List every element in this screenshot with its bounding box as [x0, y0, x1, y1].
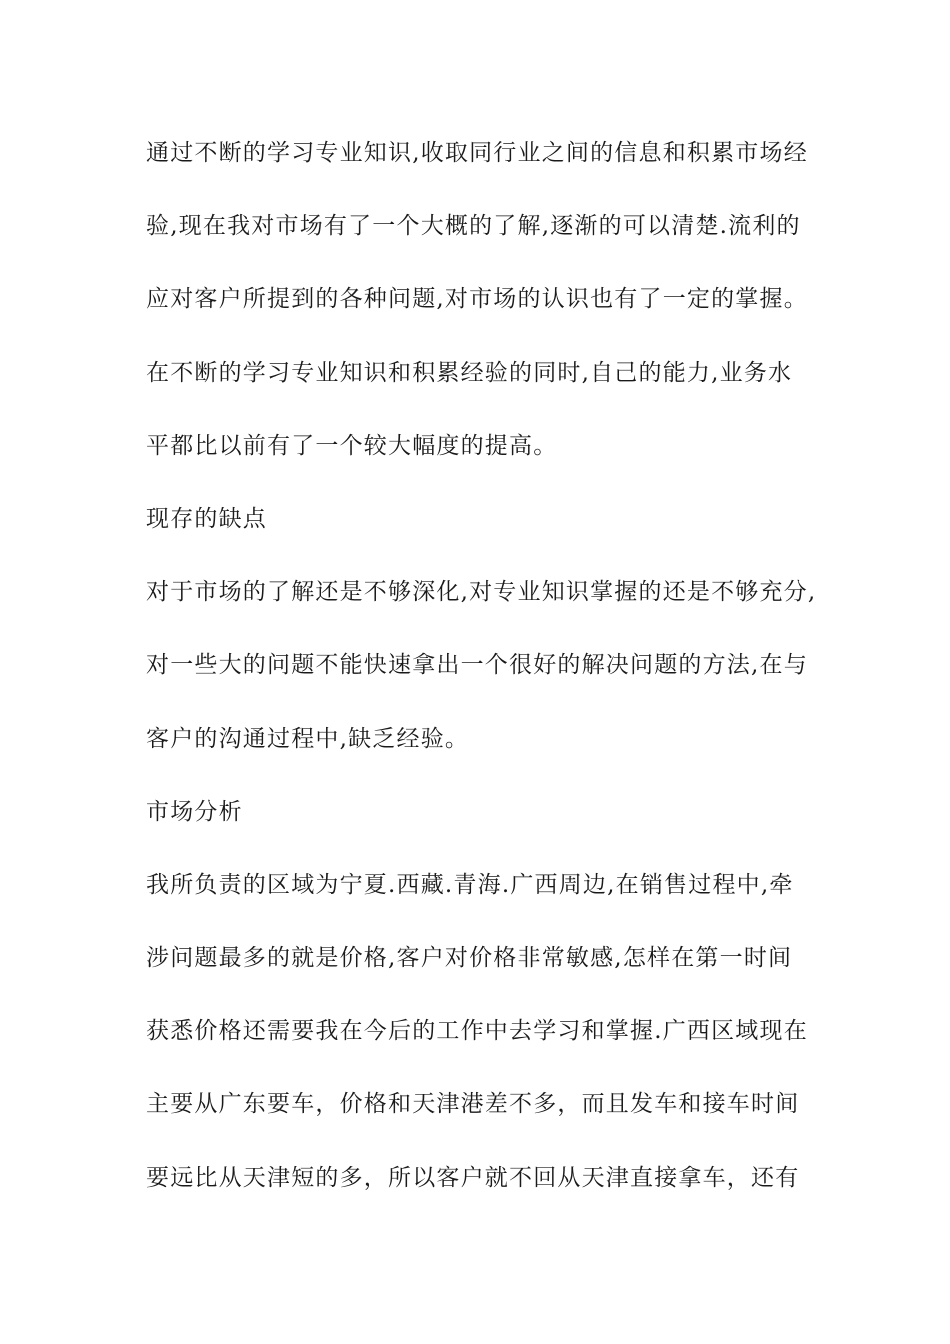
paragraph-line: 在不断的学习专业知识和积累经验的同时,自己的能力,业务水: [146, 359, 793, 386]
paragraph-line: 验,现在我对市场有了一个大概的了解,逐渐的可以清楚.流利的: [146, 213, 801, 240]
paragraph-line: 平都比以前有了一个较大幅度的提高。: [146, 432, 558, 459]
paragraph-line: 主要从广东要车，价格和天津港差不多，而且发车和接车时间: [146, 1091, 800, 1118]
section-heading-market-analysis: 市场分析: [146, 798, 243, 825]
document-body: [146, 128, 817, 1226]
paragraph-line: 涉问题最多的就是价格,客户对价格非常敏感,怎样在第一时间: [146, 945, 793, 972]
paragraph-line: 客户的沟通过程中,缺乏经验。: [146, 725, 470, 752]
paragraph-line: 要远比从天津短的多，所以客户就不回从天津直接拿车，还有: [146, 1164, 800, 1191]
paragraph-line: 应对客户所提到的各种问题,对市场的认识也有了一定的掌握。: [146, 286, 808, 313]
paragraph-line: 对于市场的了解还是不够深化,对专业知识掌握的还是不够充分,: [146, 579, 817, 606]
paragraph-line: 我所负责的区域为宁夏.西藏.青海.广西周边,在销售过程中,牵: [146, 871, 794, 898]
section-heading-weaknesses: 现存的缺点: [146, 505, 267, 532]
paragraph-line: 通过不断的学习专业知识,收取同行业之间的信息和积累市场经: [146, 140, 808, 166]
paragraph-line: 对一些大的问题不能快速拿出一个很好的解决问题的方法,在与: [146, 652, 808, 679]
paragraph-line: 获悉价格还需要我在今后的工作中去学习和掌握.广西区域现在: [146, 1018, 808, 1045]
